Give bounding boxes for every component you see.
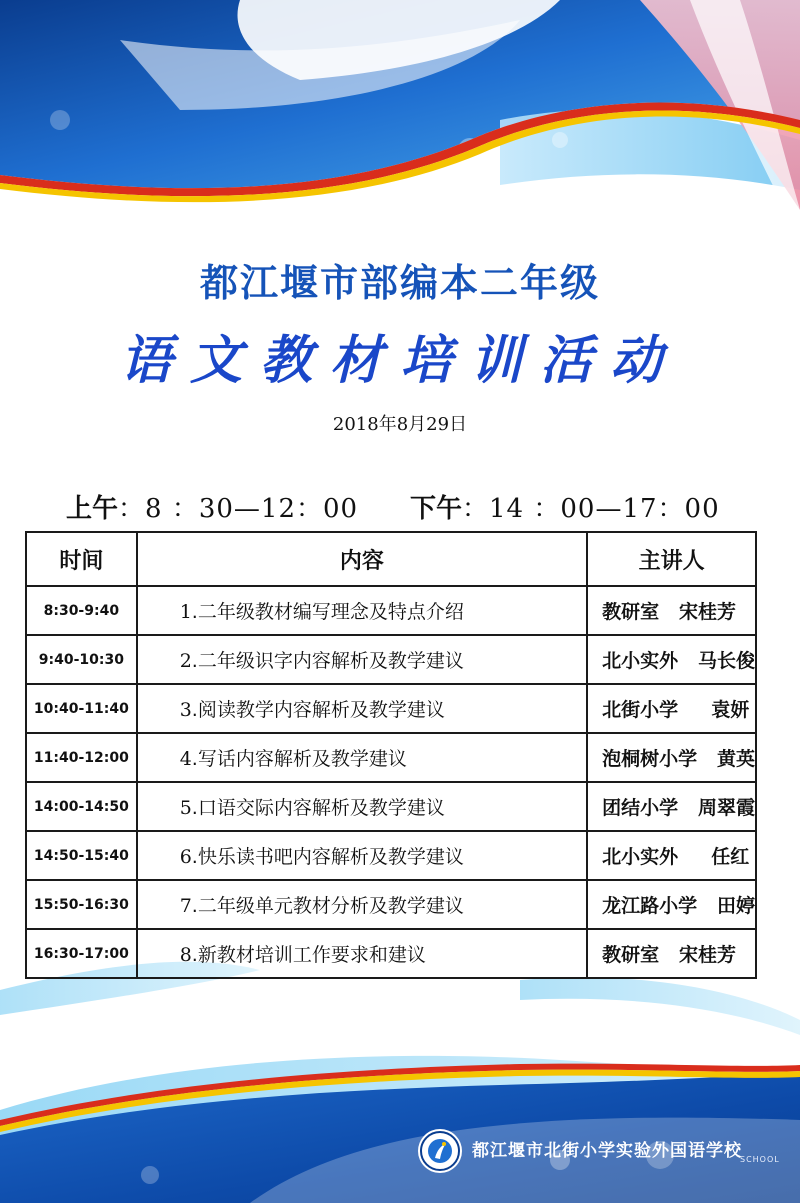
row-number: 1: [179, 601, 192, 623]
row-content: [137, 782, 587, 831]
row-content: [137, 635, 587, 684]
row-content: [137, 929, 587, 978]
row-number: 2: [179, 650, 192, 672]
top-wave-decoration: [0, 0, 800, 240]
row-time: 11:40-12:00: [26, 733, 137, 782]
row-number: 8: [179, 944, 192, 966]
table-row: [26, 880, 756, 929]
row-speaker: 龙江路小学 田婷: [587, 880, 756, 929]
row-content: [137, 586, 587, 635]
morning-hours: [66, 488, 358, 525]
row-topic: .快乐读书吧内容解析及教学建议: [191, 846, 464, 868]
row-number: 6: [179, 846, 192, 868]
table-row: [26, 684, 756, 733]
afternoon-time: ：14 ：00—17：00: [462, 494, 720, 524]
table-row: [26, 782, 756, 831]
afternoon-label: 下午: [410, 494, 463, 524]
row-speaker: 团结小学 周翠霞: [587, 782, 756, 831]
header-speaker: 主讲人: [587, 532, 756, 586]
school-name: 都江堰市北街小学实验外国语学校: [472, 1141, 742, 1161]
table-header-row: [26, 532, 756, 586]
row-speaker: 教研室 宋桂芳: [587, 586, 756, 635]
row-time: 16:30-17:00: [26, 929, 137, 978]
table-row: [26, 586, 756, 635]
schedule-table: [25, 531, 757, 979]
row-topic: .二年级教材编写理念及特点介绍: [191, 601, 464, 623]
row-topic: .阅读教学内容解析及教学建议: [191, 699, 445, 721]
row-speaker: 泡桐树小学 黄英: [587, 733, 756, 782]
row-topic: .口语交际内容解析及教学建议: [191, 797, 445, 819]
row-topic: .二年级识字内容解析及教学建议: [191, 650, 464, 672]
row-content: [137, 831, 587, 880]
morning-time: ：8 ：30—12：00: [118, 494, 359, 524]
table-row: [26, 831, 756, 880]
school-emblem-icon: [417, 1128, 463, 1174]
header-time: 时间: [26, 532, 137, 586]
title-line1: 都江堰市部编本二年级: [199, 261, 600, 305]
row-speaker: 北小实外 任红: [587, 831, 756, 880]
row-number: 4: [179, 748, 192, 770]
row-time: 15:50-16:30: [26, 880, 137, 929]
table-row: [26, 635, 756, 684]
row-time: 8:30-9:40: [26, 586, 137, 635]
row-content: [137, 684, 587, 733]
row-time: 14:00-14:50: [26, 782, 137, 831]
row-content: [137, 733, 587, 782]
row-topic: .二年级单元教材分析及教学建议: [191, 895, 464, 917]
row-speaker: 北小实外 马长俊: [587, 635, 756, 684]
morning-label: 上午: [66, 494, 119, 524]
row-speaker: 教研室 宋桂芳: [587, 929, 756, 978]
row-number: 5: [179, 797, 192, 819]
header-content: 内容: [137, 532, 587, 586]
school-suffix: SCHOOL: [740, 1155, 780, 1164]
table-row: [26, 733, 756, 782]
row-topic: .新教材培训工作要求和建议: [191, 944, 426, 966]
bottom-wave-decoration: [0, 960, 800, 1203]
row-time: 9:40-10:30: [26, 635, 137, 684]
event-date: 2018年8月29日: [332, 414, 468, 435]
row-content: [137, 880, 587, 929]
row-time: 10:40-11:40: [26, 684, 137, 733]
row-time: 14:50-15:40: [26, 831, 137, 880]
row-number: 3: [179, 699, 192, 721]
row-speaker: 北街小学 袁妍: [587, 684, 756, 733]
afternoon-hours: [410, 488, 720, 525]
title-line2: 语文教材培训活动: [119, 330, 680, 391]
table-row: [26, 929, 756, 978]
row-number: 7: [179, 895, 192, 917]
row-topic: .写话内容解析及教学建议: [191, 748, 407, 770]
